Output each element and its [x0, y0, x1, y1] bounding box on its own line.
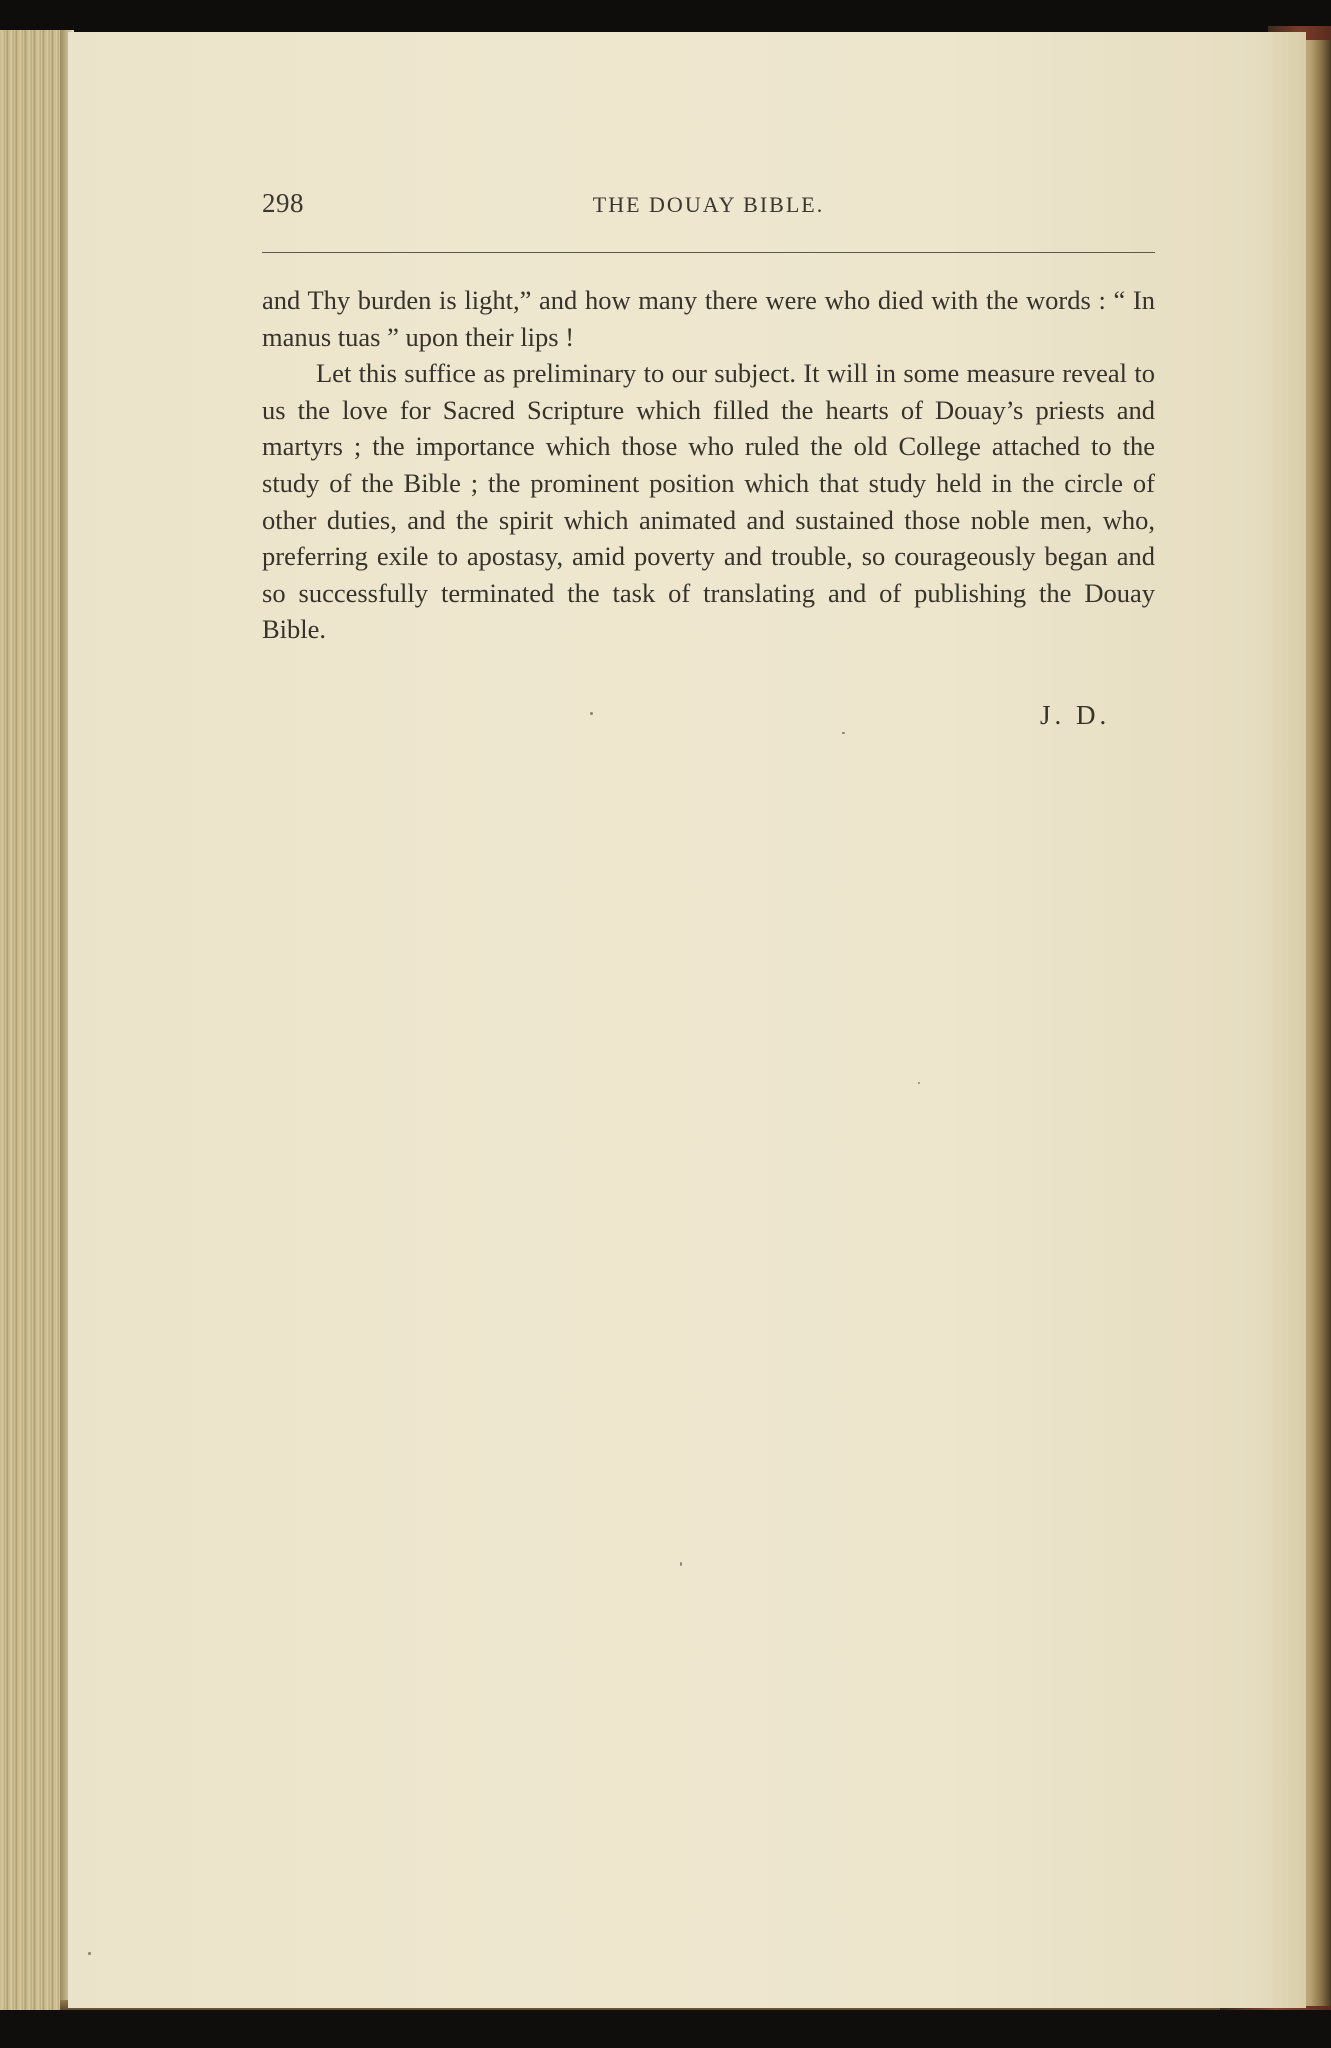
page-number: 298: [262, 188, 304, 218]
header-rule: [262, 252, 1155, 253]
author-signature: J. D.: [1040, 700, 1111, 730]
paper-speck: [842, 732, 845, 734]
scan-top-border: [0, 0, 1331, 34]
body-text: [262, 282, 1155, 648]
running-head: [262, 188, 1155, 228]
scan-bottom-border: [0, 2010, 1331, 2048]
paper-speck: [590, 712, 593, 715]
paper-speck: [680, 1562, 682, 1566]
paragraph: Let this suffice as preliminary to our subject. It will in some measure reveal to us the love for Sacred Scripture which filled the hearts of Douay’s priests and martyrs ; the importance which those who ruled the old College attached to the study of the Bible ; the prominent position which that study held in the circle of other duties, and the spirit which animated and sustained those noble men, who, preferring exile to apostasy, amid poverty and trouble, so courageously began and so successfully terminated the task of translating and of publishing the Douay Bible.: [262, 358, 1155, 645]
paragraph-continuation: and Thy burden is light,” and how many there were who died with the words : “ In manus tuas ” upon their lips !: [262, 285, 1155, 352]
paper-speck: [88, 1952, 91, 1955]
paper-speck: [918, 1082, 920, 1084]
running-title: THE DOUAY BIBLE.: [592, 192, 825, 217]
